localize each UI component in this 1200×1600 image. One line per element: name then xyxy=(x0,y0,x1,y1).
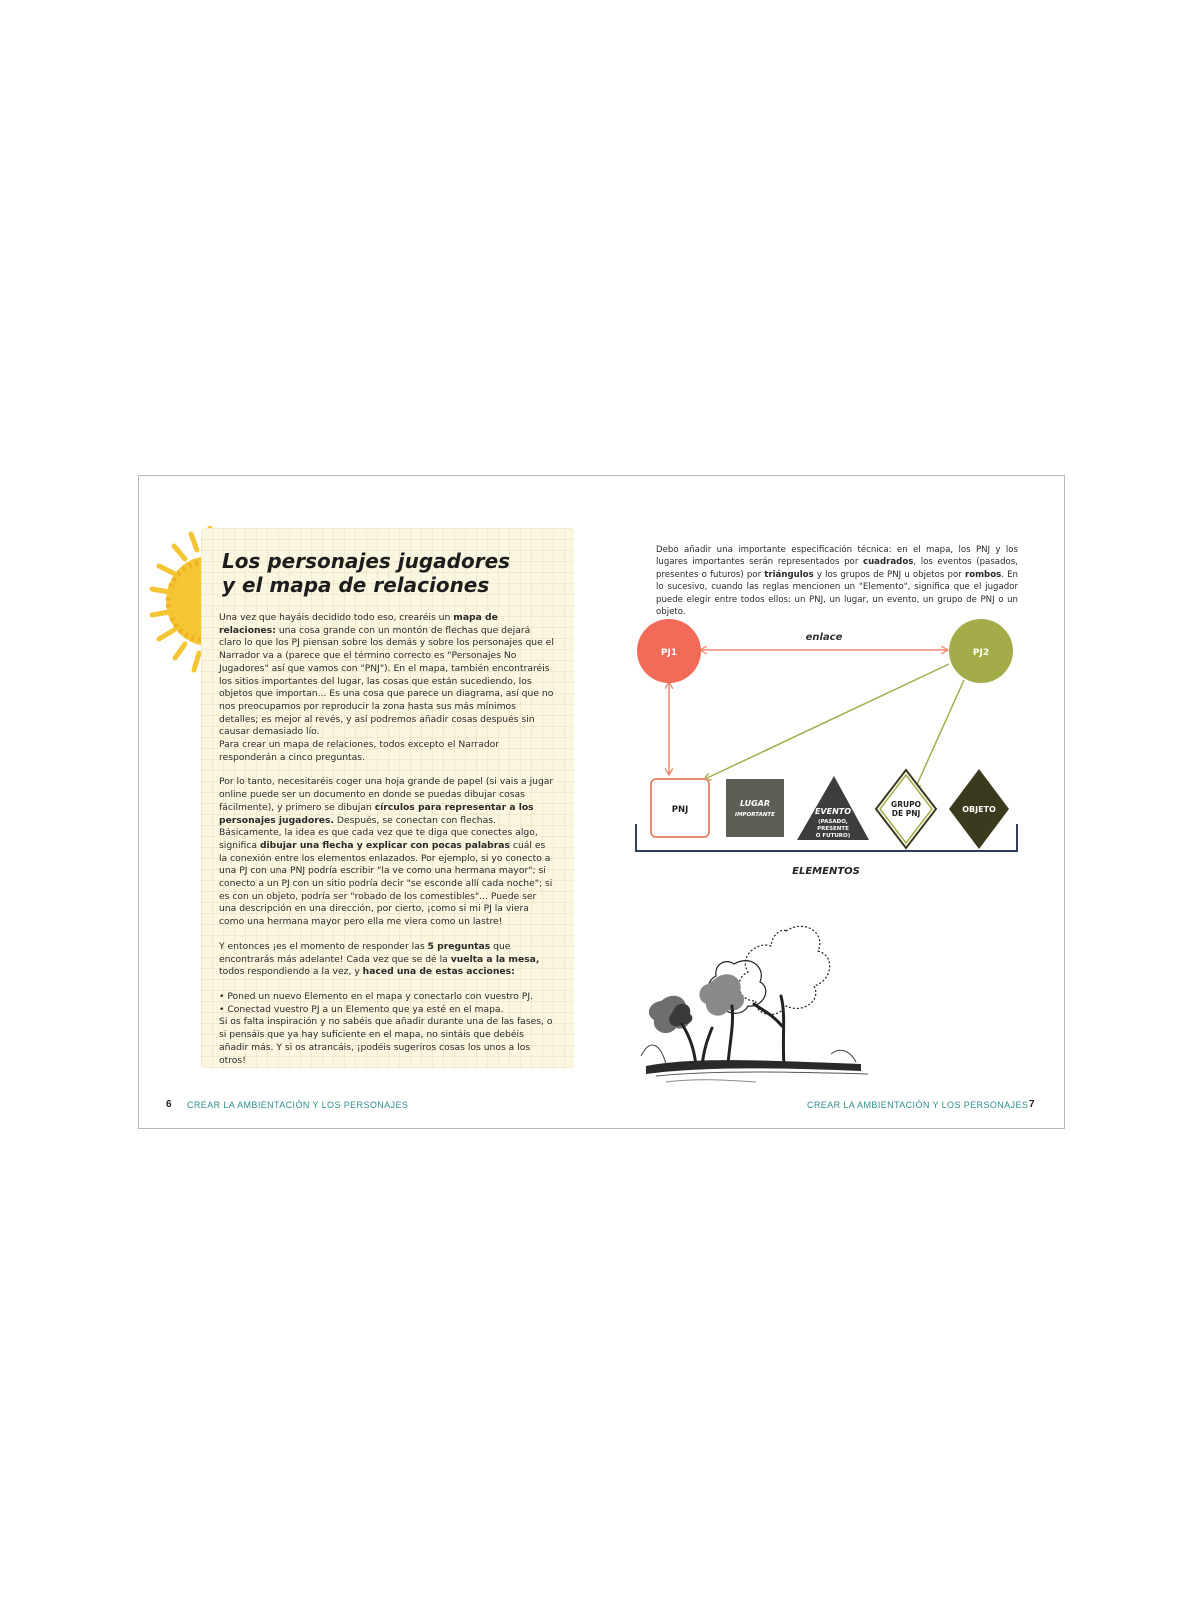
objeto-label: OBJETO xyxy=(962,805,996,814)
running-head-left: CREAR LA AMBIENTACIÓN Y LOS PERSONAJES xyxy=(187,1100,409,1110)
text-run: Una vez que hayáis decidido todo eso, crearéis un xyxy=(219,612,454,623)
lugar-label-2: IMPORTANTE xyxy=(735,812,775,818)
lugar-label-1: LUGAR xyxy=(739,799,771,808)
evento-label-2: (PASADO, xyxy=(818,819,848,825)
tree-illustration xyxy=(636,906,876,1091)
link-arrow-pj2-pnj xyxy=(705,664,949,779)
page-number-left: 6 xyxy=(166,1099,172,1110)
grupo-label-1: GRUPO xyxy=(891,800,921,809)
bold-text: 5 preguntas xyxy=(427,940,491,952)
text-run: Y entonces ¡es el momento de responder las xyxy=(219,940,428,952)
running-head-right: CREAR LA AMBIENTACIÓN Y LOS PERSONAJES xyxy=(807,1100,1029,1110)
evento-label-1: EVENTO xyxy=(814,807,852,816)
text-run: Para crear un mapa de relaciones, todos excepto el Narrador responderán a cinco preguntas. xyxy=(219,739,500,763)
paragraph-1 xyxy=(219,612,555,764)
text-run: . En lo sucesivo, cuando las reglas mencionen un "Elemento", significa que el jugador puede elegir entre todos ellos: un PNJ, un lugar, un evento, un grupo de PNJ o un objeto. xyxy=(656,569,1018,618)
text-run: cuál es la conexión entre los elementos enlazados. Por ejemplo, si yo conecto a una PJ con una PNJ podría escribir "la ve como una hermana mayor"; si conecto a un PJ con un sitio podría decir "se esconde allí cada noche"; si es con un objeto, podría ser "robado de los comestibles"... Puede ser una descripción en una dirección, por cierto, ¡como si mi PJ la viera como una hermana mayor pero ella me viera como un lastre! xyxy=(219,839,553,928)
bold-text: haced una de estas acciones: xyxy=(362,966,515,978)
lugar-square xyxy=(726,779,784,837)
page-title xyxy=(222,549,562,597)
text-run: una cosa grande con un montón de flechas que dejará claro lo que los PJ piensan sobre los demás y sobre los personajes que el Narrador va a (parece que el término correcto es "Personajes No Jugadores" así que vamos con "PNJ"). En el mapa, también encontraréis los sitios importantes del lugar, las cosas que están sucediendo, los objetos que importan... Es una cosa que parece un diagrama, así que no nos preocupamos por reproducir la zona hasta sus más mínimos detalles; es mejor al revés, y así podremos añadir cosas después sin causar demasiado lío. xyxy=(219,624,554,738)
text-run: , los eventos (pasados, presentes o futuros) por xyxy=(656,557,1018,580)
bold-text: rombos xyxy=(964,569,1002,580)
pj1-label: PJ1 xyxy=(660,648,678,658)
book-spread xyxy=(138,475,1065,1129)
text-run: Debo añadir una importante especificación técnica: en el mapa, los PNJ y los lugares importantes serán representados por xyxy=(656,545,1018,568)
grupo-label-2: DE PNJ xyxy=(891,809,921,818)
bold-text: círculos para representar a los personajes jugadores. xyxy=(219,801,534,826)
pj2-label: PJ2 xyxy=(972,648,990,658)
text-run: y los grupos de PNJ u objetos por xyxy=(813,569,965,580)
text-run: todos respondiendo a la vez, y xyxy=(219,966,363,978)
text-run: Después, se conectan con flechas. Básicamente, la idea es que cada vez que te diga que conectes algo, significa xyxy=(219,814,538,851)
text-run: que encontrarás más adelante! Cada vez que se dé la xyxy=(219,940,511,965)
bold-text: dibujar una flecha y explicar con pocas palabras xyxy=(259,839,510,851)
bold-text: mapa de relaciones: xyxy=(219,612,498,636)
bullet-item: • Poned un nuevo Elemento en el mapa y conectarlo con vuestro PJ. xyxy=(219,990,533,1002)
paragraph-3 xyxy=(219,941,555,979)
text-run: Los personajes jugadores xyxy=(222,549,511,573)
text-run: Si os falta inspiración y no sabéis que añadir durante una de las fases, o si pensáis que ya hay suficiente en el mapa, no sintáis que debéis añadir más. Y si os atrancáis, ¡podéis sugeriros cosas los unos a los otros! xyxy=(219,1016,553,1066)
bullet-item: • Conectad vuestro PJ a un Elemento que ya esté en el mapa. xyxy=(219,1003,504,1015)
text-run: Por lo tanto, necesitaréis coger una hoja grande de papel (si vais a jugar online puede ser un documento en donde se puedas dibujar cosas fácilmente), y primero se dibujan xyxy=(219,776,554,813)
bold-text: vuelta a la mesa, xyxy=(450,953,540,965)
link-label: enlace xyxy=(805,632,843,643)
evento-label-3: PRESENTE xyxy=(817,826,849,832)
paragraph-2 xyxy=(219,776,555,928)
link-arrow-pj2-grupo xyxy=(915,680,964,789)
text-run: y el mapa de relaciones xyxy=(222,573,490,597)
bold-text: cuadrados xyxy=(862,557,914,568)
relationship-diagram xyxy=(629,606,1049,886)
page-number-right: 7 xyxy=(1029,1099,1035,1110)
pnj-label: PNJ xyxy=(671,805,689,815)
body-text xyxy=(219,612,555,1067)
evento-label-4: O FUTURO) xyxy=(815,833,851,839)
paragraph-4 xyxy=(219,991,555,1067)
bold-text: triángulos xyxy=(764,569,814,580)
elements-label: ELEMENTOS xyxy=(792,866,860,877)
